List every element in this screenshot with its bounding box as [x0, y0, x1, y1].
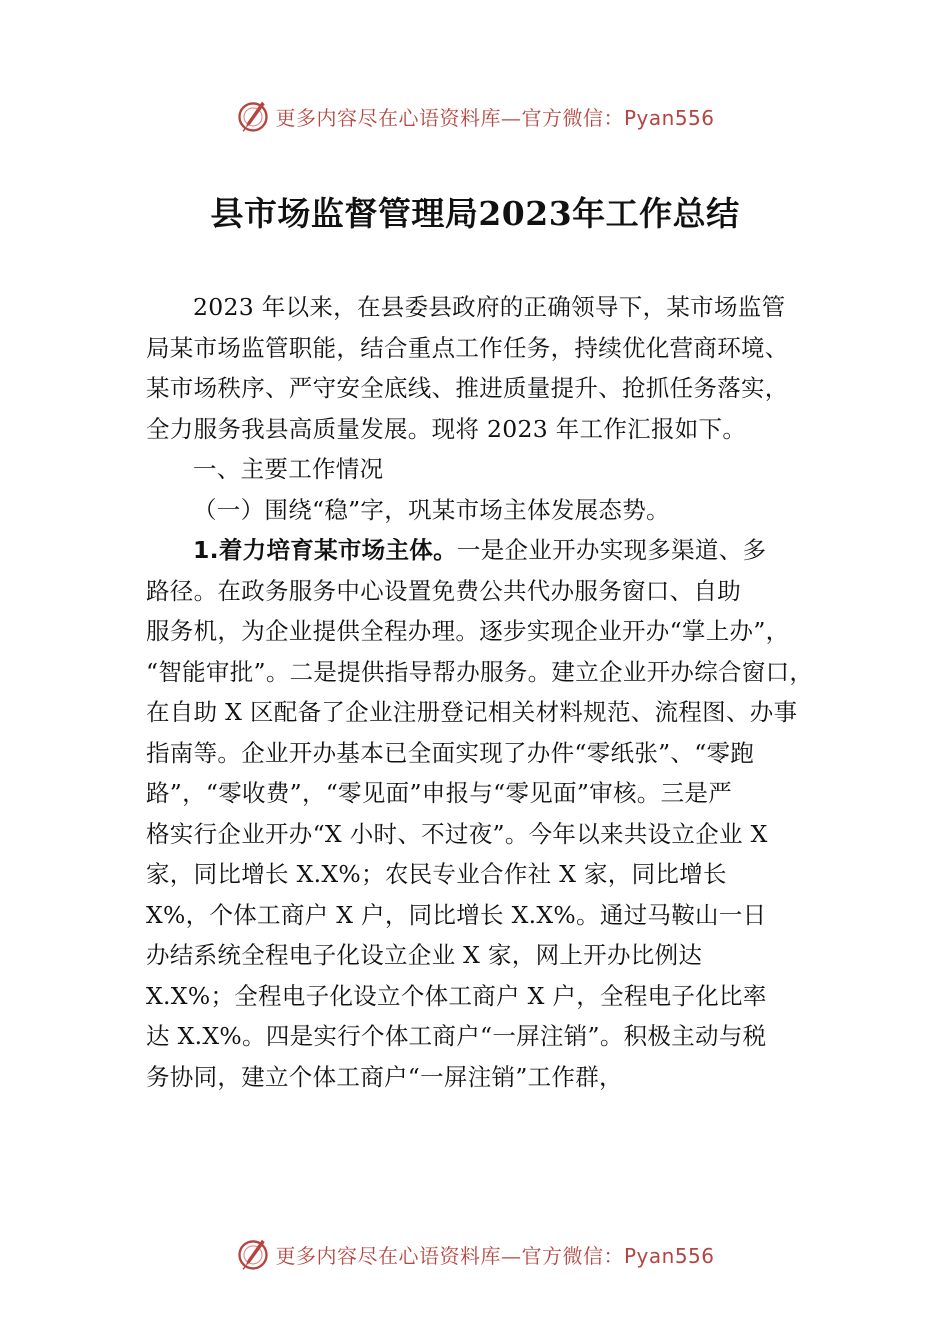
- text-line: 局某市场监管职能，结合重点工作任务，持续优化营商环境、: [146, 333, 789, 362]
- pen-logo-icon: [235, 98, 271, 134]
- text-line: 全力服务我县高质量发展。现将 2023 年工作汇报如下。: [146, 414, 747, 443]
- text-line: 办结系统全程电子化设立企业 X 家，网上开办比例达: [146, 941, 703, 969]
- text-line: X%，个体工商户 X 户，同比增长 X.X%。通过马鞍山一日: [146, 900, 767, 929]
- text-line: 务协同，建立个体工商户“一屏注销”工作群，: [146, 1062, 623, 1091]
- document-body: [146, 287, 836, 1097]
- watermark-text: 更多内容尽在心语资料库—官方微信：Pyan556: [275, 1243, 715, 1268]
- item-lead-rest: 一是企业开办实现多渠道、多: [456, 536, 767, 564]
- pen-logo-icon: [235, 1236, 271, 1272]
- text-line: “智能审批”。二是提供指导帮办服务。建立企业开办综合窗口，: [146, 657, 814, 686]
- section-heading: 一、主要工作情况: [193, 455, 384, 483]
- watermark-footer: [0, 1234, 950, 1274]
- text-line: [146, 530, 836, 571]
- watermark-wechat-id: Pyan556: [623, 105, 715, 130]
- text-line: 家，同比增长 X.X%；农民专业合作社 X 家，同比增长: [146, 860, 727, 888]
- text-line: 指南等。企业开办基本已全面实现了办件“零纸张”、“零跑: [146, 738, 755, 767]
- text-line: 在自助 X 区配备了企业注册登记相关材料规范、流程图、办事: [146, 698, 798, 726]
- watermark-wechat-id: Pyan556: [623, 1243, 715, 1268]
- watermark-header: [0, 96, 950, 136]
- text-line: 达 X.X%。四是实行个体工商户“一屏注销”。积极主动与税: [146, 1022, 767, 1050]
- text-line: X.X%；全程电子化设立个体工商户 X 户，全程电子化比率: [146, 981, 767, 1010]
- subsection-heading: （一）围绕“稳”字，巩某市场主体发展态势。: [193, 495, 670, 524]
- text-line: 路径。在政务服务中心设置免费公共代办服务窗口、自助: [146, 576, 741, 605]
- item-paragraph: [146, 530, 836, 1097]
- watermark-text: 更多内容尽在心语资料库—官方微信：Pyan556: [275, 105, 715, 130]
- text-line: 2023 年以来，在县委县政府的正确领导下，某市场监管: [193, 293, 786, 321]
- text-line: 某市场秩序、严守安全底线、推进质量提升、抢抓任务落实，: [146, 374, 789, 402]
- text-line: 服务机，为企业提供全程办理。逐步实现企业开办“掌上办”，: [146, 617, 790, 645]
- intro-paragraph: [146, 287, 836, 449]
- text-line: 格实行企业开办“X 小时、不过夜”。今年以来共设立企业 X: [146, 819, 768, 848]
- document-title: 县市场监督管理局2023年工作总结: [210, 194, 740, 233]
- item-lead: 1.着力培育某市场主体。: [193, 536, 457, 564]
- text-line: 路”，“零收费”，“零见面”申报与“零见面”审核。三是严: [146, 779, 732, 807]
